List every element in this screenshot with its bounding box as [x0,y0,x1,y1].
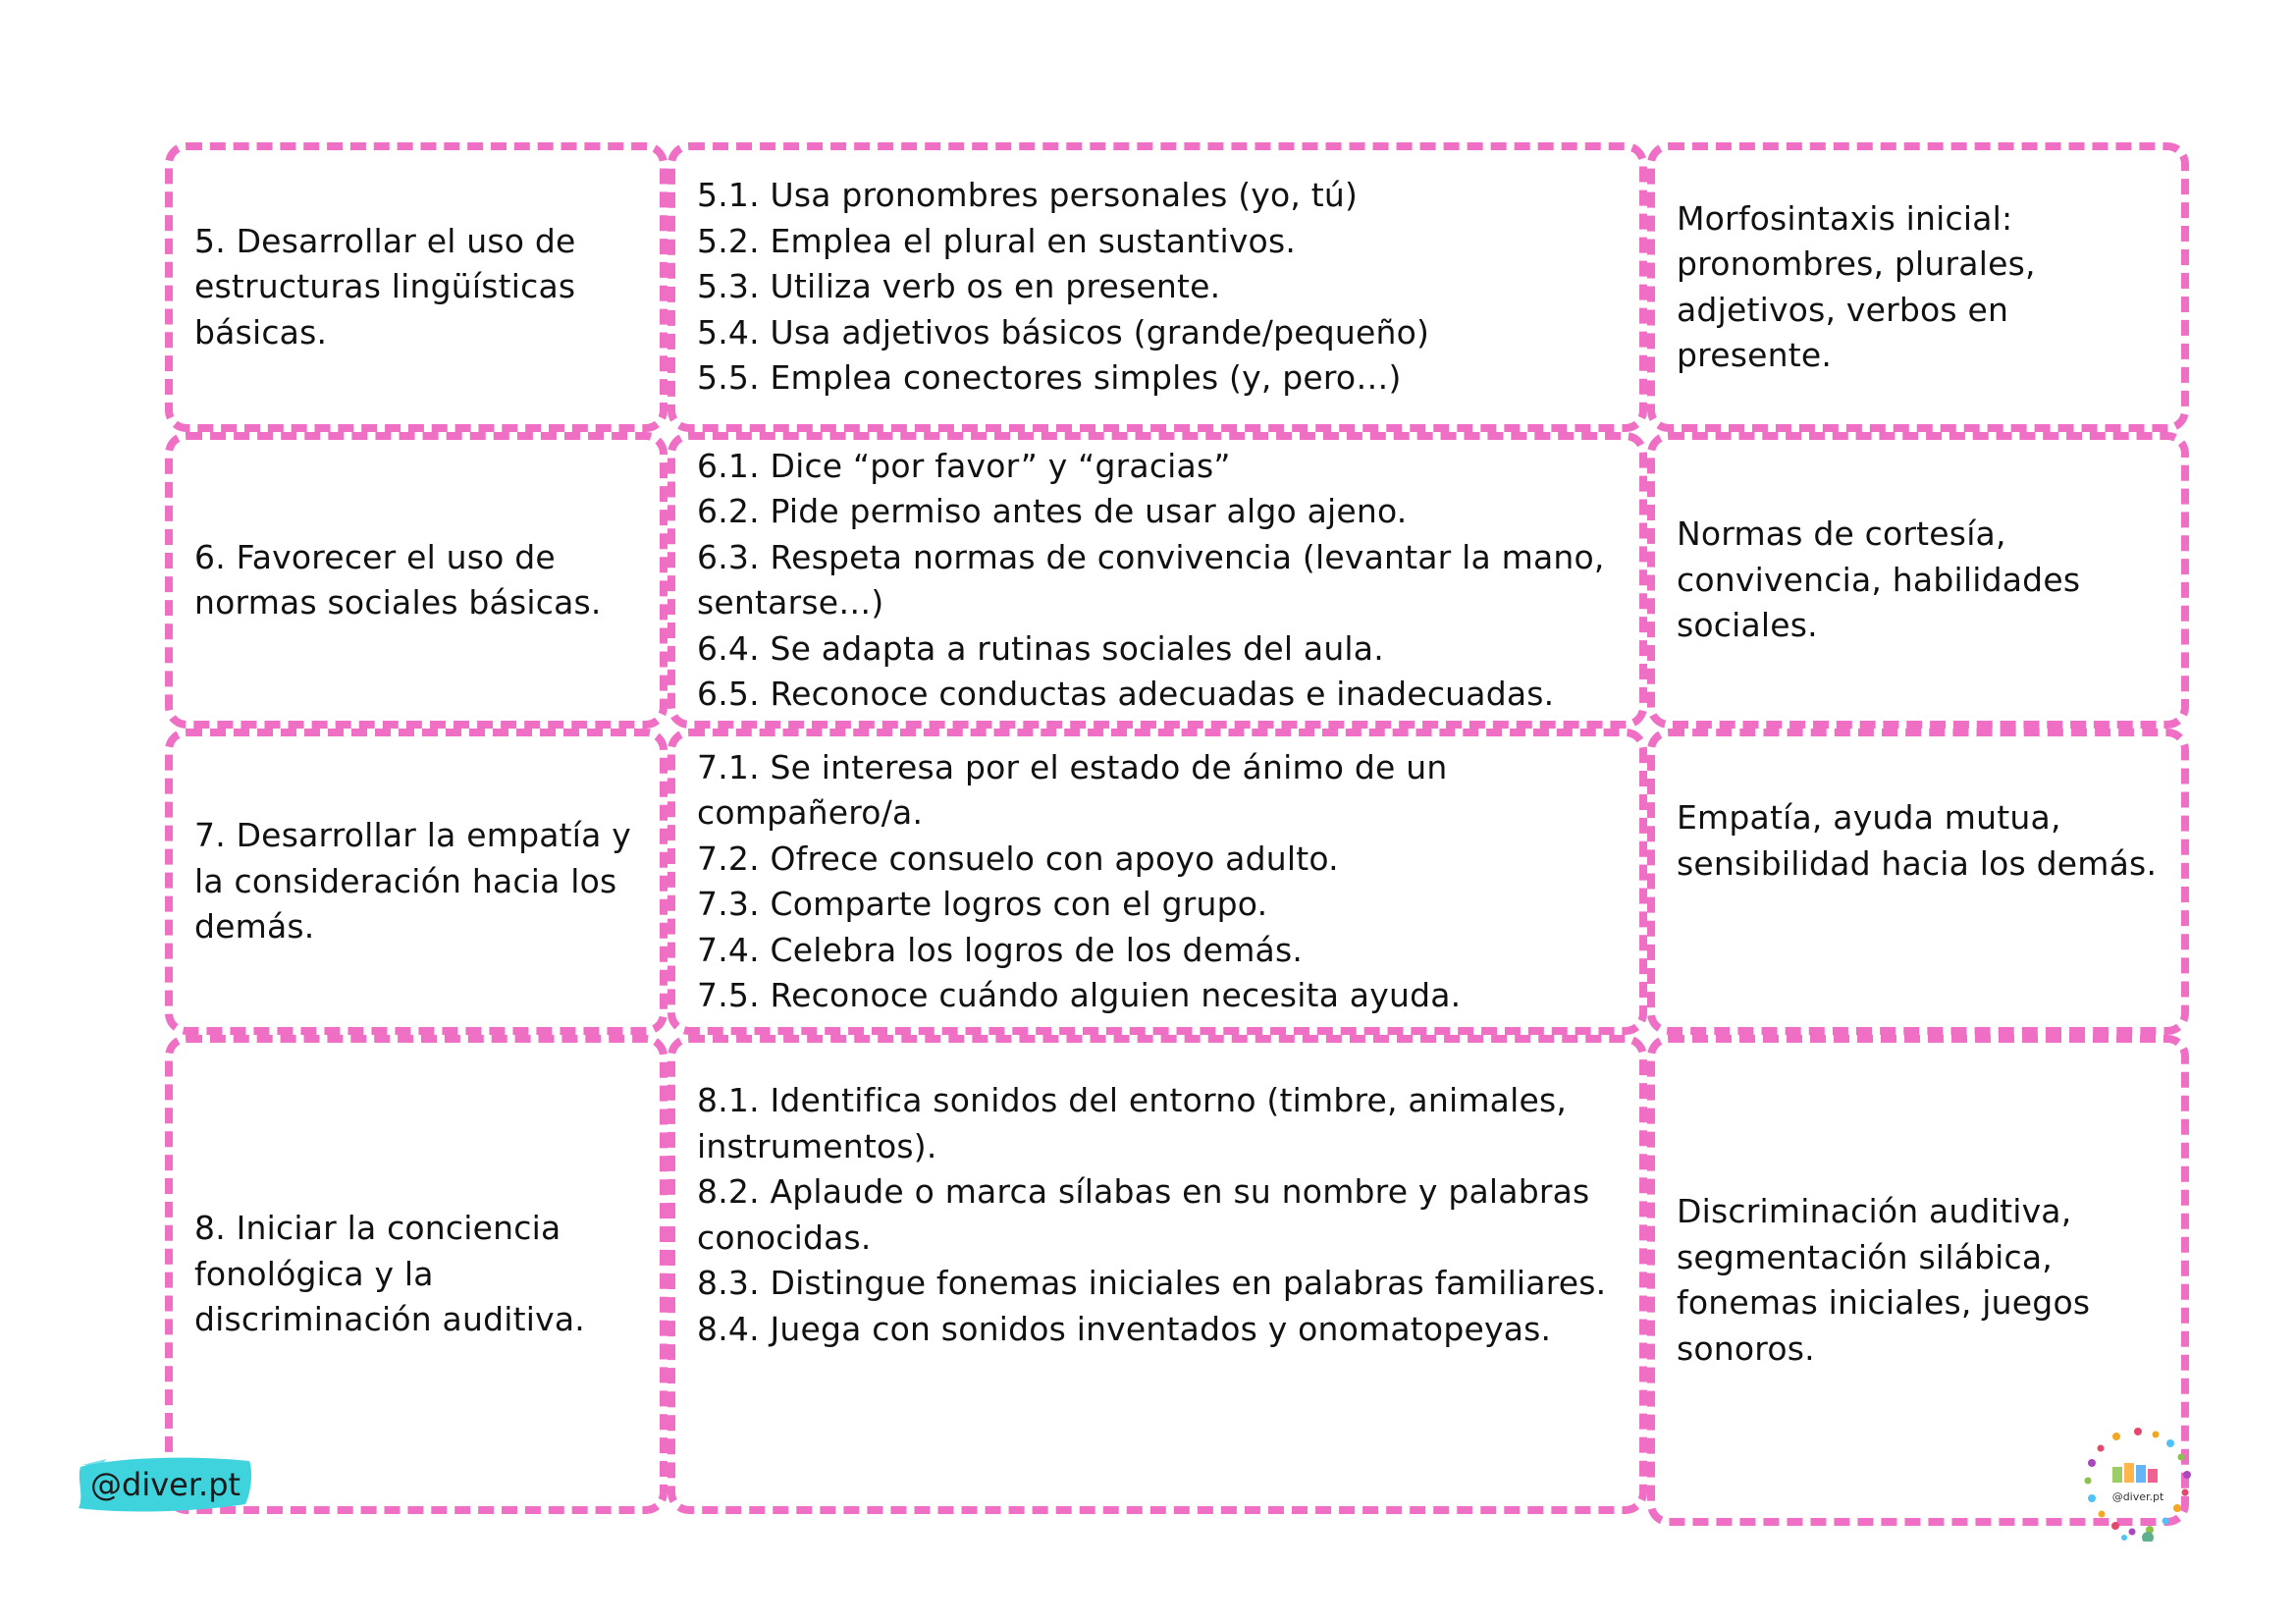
content-cell-6 [1647,432,2189,729]
criterion-item: 6.4. Se adapta a rutinas sociales del aula. [697,628,1384,668]
criterion-item: 7.4. Celebra los logros de los demás. [697,930,1304,969]
objective-text: 6. Favorecer el uso de normas sociales básicas. [194,537,602,622]
criterion-item: 8.1. Identifica sonidos del entorno (timbre, animales, instrumentos). [697,1081,1568,1165]
watermark-text: @diver.pt [90,1466,241,1503]
criterion-item: 5.1. Usa pronombres personales (yo, tú) [697,176,1359,215]
criterion-item: 6.1. Dice “por favor” y “gracias” [697,446,1231,485]
criterion-item: 7.2. Ofrece consuelo con apoyo adulto. [697,839,1339,878]
confetti-ring-icon [2079,1424,2197,1542]
criteria-cell-6 [667,432,1647,729]
criteria-list [697,173,1618,402]
criteria-list [697,444,1620,718]
content-cell-7 [1647,729,2189,1035]
watermark-handle [77,1453,255,1516]
criteria-cell-5 [667,142,1647,432]
criteria-list [697,1078,1620,1352]
objective-cell-8 [165,1035,667,1514]
content-text: Discriminación auditiva, segmentación silábica, fonemas iniciales, juegos sonoros. [1677,1192,2091,1368]
criterion-item: 7.3. Comparte logros con el grupo. [697,885,1268,923]
criterion-item: 7.1. Se interesa por el estado de ánimo de un compañero/a. [697,747,1448,832]
criterion-item: 5.2. Emplea el plural en sustantivos. [697,221,1297,260]
criteria-cell-8 [667,1035,1647,1514]
criterion-item: 6.3. Respeta normas de convivencia (levantar la mano, sentarse…) [697,537,1605,622]
criterion-item: 5.3. Utiliza verb os en presente. [697,267,1221,306]
content-cell-5 [1647,142,2189,432]
content-text: Normas de cortesía, convivencia, habilidades sociales. [1677,514,2081,645]
objective-text: 5. Desarrollar el uso de estructuras lingüísticas básicas. [194,221,576,352]
criterion-item: 8.2. Aplaude o marca sílabas en su nombre y palabras conocidas. [697,1172,1590,1257]
content-text: Morfosintaxis inicial: pronombres, plurales, adjetivos, verbos en presente. [1677,198,2036,374]
criteria-list [697,745,1482,1019]
objective-cell-5 [165,142,667,432]
criterion-item: 8.3. Distingue fonemas iniciales en palabras familiares. [697,1264,1607,1302]
objective-cell-6 [165,432,667,729]
objective-cell-7 [165,729,667,1035]
criterion-item: 6.2. Pide permiso antes de usar algo ajeno. [697,492,1408,530]
criterion-item: 7.5. Reconoce cuándo alguien necesita ayuda. [697,976,1462,1014]
objective-text: 7. Desarrollar la empatía y la consideración hacia los demás. [194,816,631,947]
criterion-item: 5.5. Emplea conectores simples (y, pero…) [697,358,1402,398]
criteria-cell-7 [667,729,1647,1035]
criterion-item: 5.4. Usa adjetivos básicos (grande/pequeño) [697,312,1430,352]
criterion-item: 8.4. Juega con sonidos inventados y onomatopeyas. [697,1309,1552,1348]
logo-text: @diver.pt [2111,1490,2164,1503]
objective-text: 8. Iniciar la conciencia fonológica y la discriminación auditiva. [194,1209,585,1339]
criterion-item: 6.5. Reconoce conductas adecuadas e inadecuadas. [697,675,1555,713]
content-text: Empatía, ayuda mutua, sensibilidad hacia los demás. [1677,798,2158,883]
brand-logo [2079,1424,2197,1542]
